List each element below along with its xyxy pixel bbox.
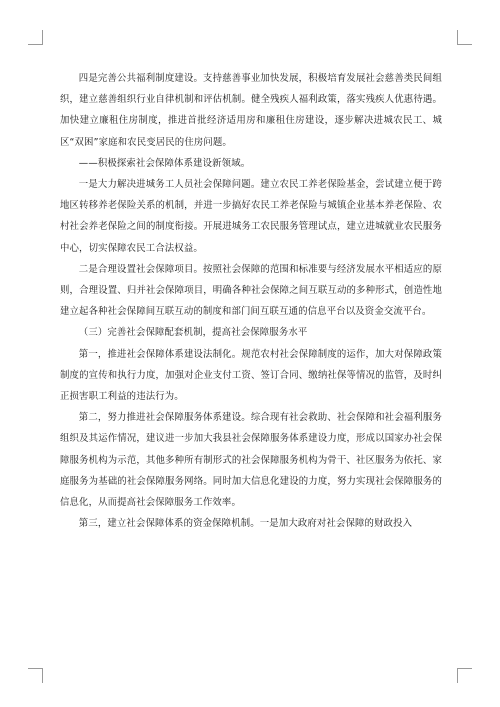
paragraph-migrant-workers: 一是大力解决进城务工人员社会保障问题。建立农民工养老保险基金，尝试建立便于跨地区转移养老保险关系的机制，并进一步搞好农民工养老保险与城镇企业基本养老保险、农村社会养老保险之间的制度衔接。开展进城务工农民服务管理试点，建立进城就业农民服务中心，切实保障农民工合法权益。 (60, 179, 442, 254)
crop-mark-bottom-left (28, 668, 43, 683)
crop-mark-top-right (457, 30, 472, 45)
paragraph-service-system: 第二，努力推进社会保障服务体系建设。综合现有社会救助、社会保障和社会福利服务组织及其运作情况，建议进一步加大我县社会保障服务体系建设力度，形成以国家办社会保障服务机构为示范，其他多种所有制形式的社会保障服务机构为骨干、社区服务为依托、家庭服务为基础的社会保障服务网络。同时加大信息化建设的力度，努力实现社会保障服务的信息化，从而提高社会保障服务工作效率。 (60, 412, 442, 509)
paragraph-new-fields-heading: ——积极探索社会保障体系建设新领域。 (78, 157, 251, 169)
document-body (60, 68, 442, 534)
crop-mark-bottom-right (457, 668, 472, 683)
paragraph-legalization: 第一，推进社会保障体系建设法制化。规范农村社会保障制度的运作，加大对保障政策制度的宣传和执行力度，加强对企业支付工资、签订合同、缴纳社保等情况的监管，及时纠正损害职工利益的违法行为。 (60, 348, 442, 403)
crop-mark-top-left (28, 30, 43, 45)
section-heading-3: （三）完善社会保障配套机制，提高社会保障服务水平 (78, 327, 308, 339)
paragraph-public-welfare: 四是完善公共福利制度建设。支持慈善事业加快发展，积极培育发展社会慈善类民间组织，建立慈善组织行业自律机制和评估机制。健全残疾人福利政策，落实残疾人优惠待遇。加快建立廉租住房制度，推进首批经济适用房和廉租住房建设，逐步解决进城农民工、城区“双困”家庭和农民变居民的住房问题。 (60, 73, 442, 148)
paragraph-project-setup: 二是合理设置社会保障项目。按照社会保障的范围和标准要与经济发展水平相适应的原则，合理设置、归并社会保障项目，明确各种社会保障之间互联互动的多种形式，创造性地建立起各种社会保障间互联互动的制度和部门间互联互通的信息平台以及资金交流平台。 (60, 263, 442, 318)
paragraph-funding-mechanism: 第三，建立社会保障体系的资金保障机制。一是加大政府对社会保障的财政投入 (78, 518, 413, 530)
